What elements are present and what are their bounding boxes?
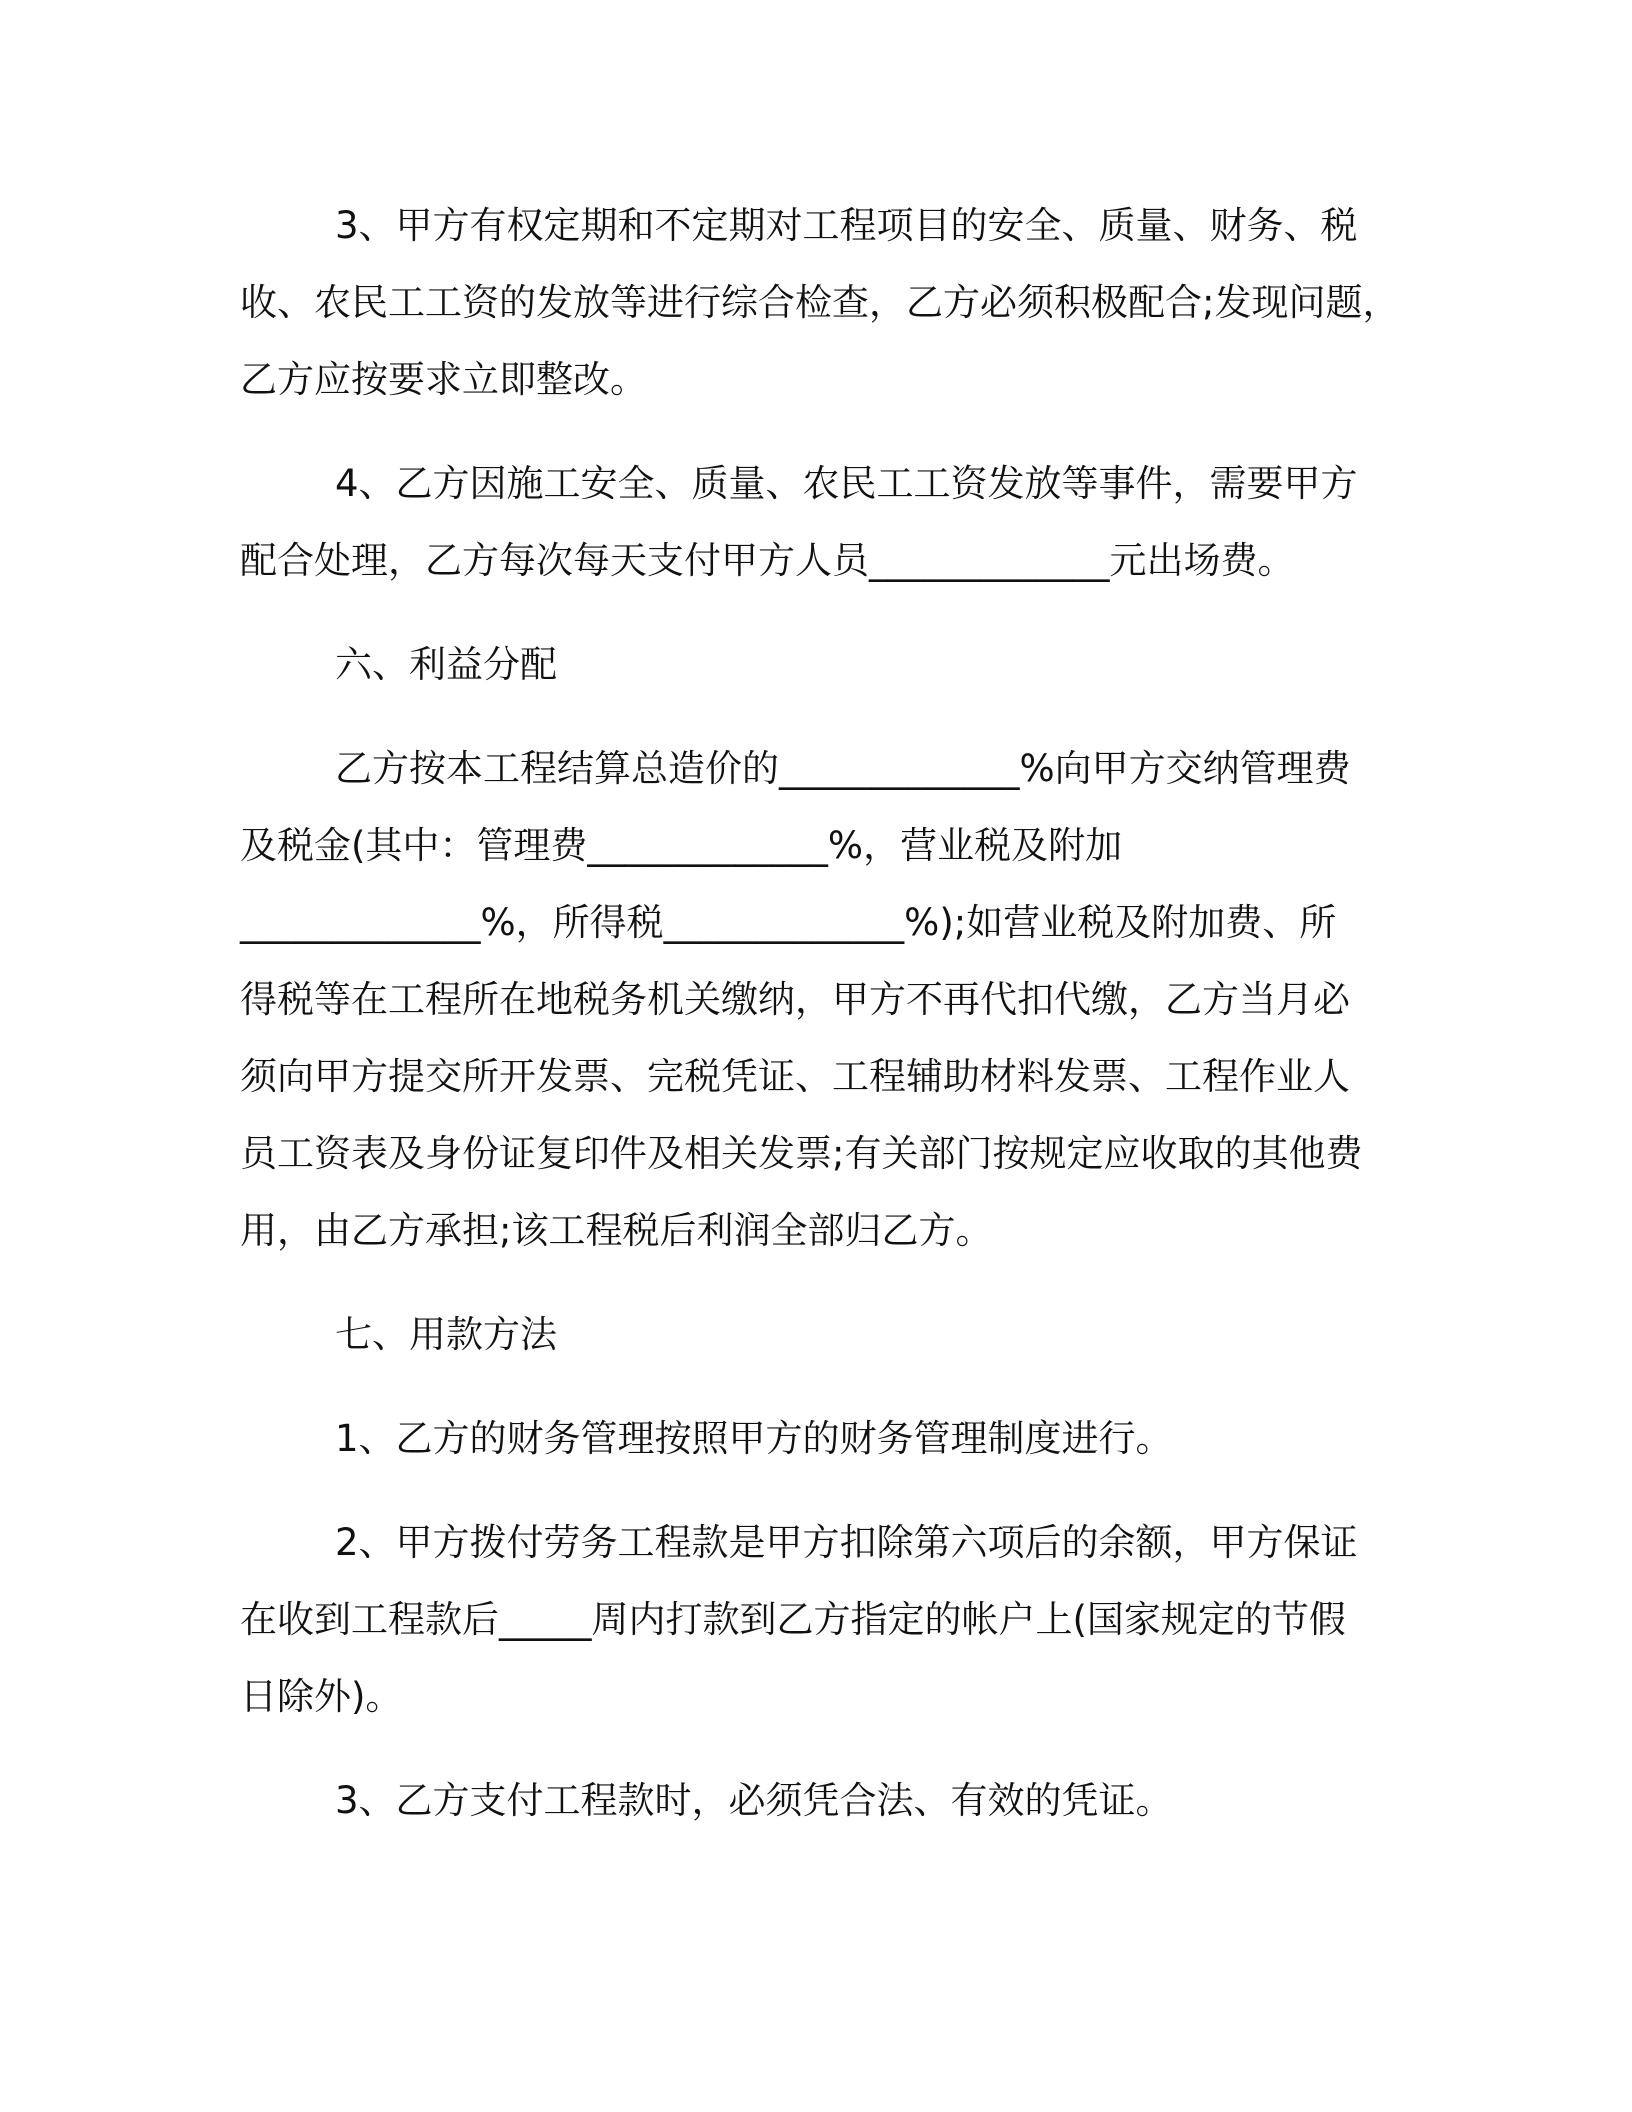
section-6-heading: [240, 626, 1383, 703]
payment-clause-3: [240, 1762, 1383, 1839]
clause-3-line-2: 收、农民工工资的发放等进行综合检查，乙方必须积极配合;发现问题，: [240, 281, 1400, 324]
profit-line-3: _____________%，所得税_____________%);如营业税及附加费、所: [240, 901, 1337, 944]
profit-distribution-paragraph: [240, 730, 1383, 1269]
profit-line-1: 乙方按本工程结算总造价的_____________%向甲方交纳管理费: [335, 747, 1351, 790]
payment-3-line-1: 3、乙方支付工程款时，必须凭合法、有效的凭证。: [335, 1779, 1173, 1822]
payment-2-line-3: 日除外)。: [240, 1675, 403, 1718]
payment-2-line-2: 在收到工程款后_____周内打款到乙方指定的帐户上(国家规定的节假: [240, 1598, 1346, 1641]
section-6-title: 六、利益分配: [335, 643, 557, 686]
profit-line-4: 得税等在工程所在地税务机关缴纳，甲方不再代扣代缴，乙方当月必: [240, 978, 1350, 1021]
document-body: [240, 187, 1400, 1866]
clause-3-line-1: 3、甲方有权定期和不定期对工程项目的安全、质量、财务、税: [335, 204, 1358, 247]
payment-clause-2: [240, 1504, 1383, 1735]
section-7-title: 七、用款方法: [335, 1313, 557, 1356]
profit-line-2: 及税金(其中：管理费_____________%，营业税及附加: [240, 824, 1123, 867]
profit-line-7: 用，由乙方承担;该工程税后利润全部归乙方。: [240, 1209, 993, 1252]
payment-1-line-1: 1、乙方的财务管理按照甲方的财务管理制度进行。: [335, 1417, 1173, 1460]
section-7-heading: [240, 1296, 1383, 1373]
payment-2-line-1: 2、甲方拨付劳务工程款是甲方扣除第六项后的余额，甲方保证: [335, 1521, 1358, 1564]
profit-line-5: 须向甲方提交所开发票、完税凭证、工程辅助材料发票、工程作业人: [240, 1055, 1350, 1098]
payment-clause-1: [240, 1400, 1383, 1477]
clause-4-line-2: 配合处理，乙方每次每天支付甲方人员_____________元出场费。: [240, 539, 1295, 582]
clause-3-inspection: [240, 187, 1400, 418]
clause-4-attendance-fee: [240, 445, 1383, 599]
profit-line-6: 员工资表及身份证复印件及相关发票;有关部门按规定应收取的其他费: [240, 1132, 1363, 1175]
clause-3-line-3: 乙方应按要求立即整改。: [240, 358, 647, 401]
clause-4-line-1: 4、乙方因施工安全、质量、农民工工资发放等事件，需要甲方: [335, 462, 1358, 505]
